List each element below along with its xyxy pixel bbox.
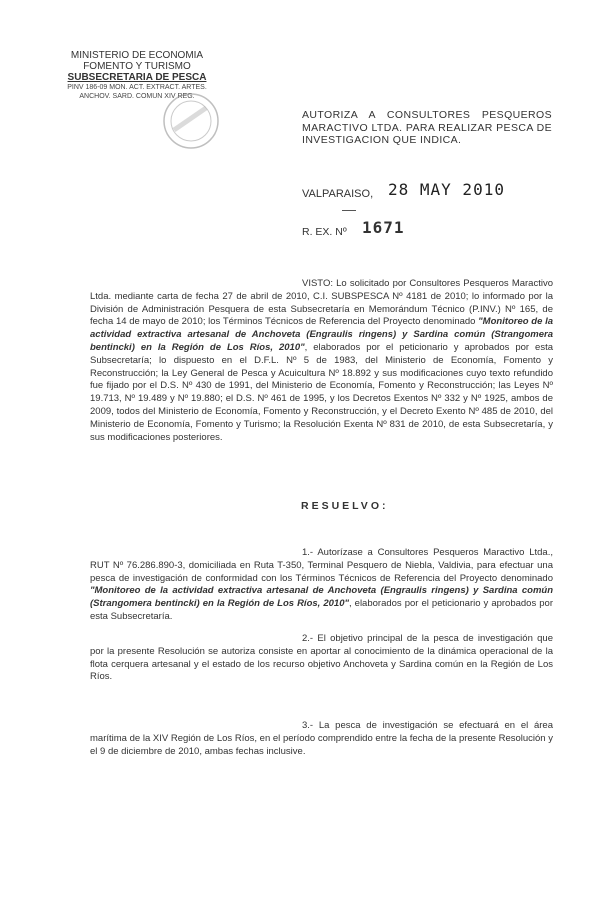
article-1-project-title: "Monitoreo de la actividad extractiva artesanal de Anchoveta (Engraulis ringens) y Sardina común (Strangomera bentincki) en la Región de Los Ríos, 2010" xyxy=(90,585,553,610)
visto-text-b: , elaborados por el peticionario y aprobados por esta Subsecretaría; lo dispuesto en el D.F.L. Nº 5 de 1983, del Ministerio de Economía, Fomento y Reconstrucción; la Ley General de Pesca y Acuicultura Nº 18.892 y sus modificaciones cuyo texto refundido fue fijado por el D.S. Nº 430 de 1991, del Ministerio de Economía, Fomento y Reconstrucción; las Leyes Nº 19.713, Nº 19.489 y Nº 19.880; el D.S. Nº 461 de 1995, y los Decretos Exentos Nº 332 y Nº 1925, ambos de 2009, todos del Ministerio de Economía, Fomento y Reconstrucción, y el Decreto Exento Nº 485 de 2010, del Ministerio de Economía, Fomento y Turismo; la Resolución Exenta Nº 831 de 2010, de esta Subsecretaría, y sus modificaciones posteriores. xyxy=(90,341,553,443)
visto-text-a: VISTO: Lo solicitado por Consultores Pesqueros Maractivo Ltda. mediante carta de fecha 27 de abril de 2010, C.I. SUBSPESCA Nº 4181 de 2010; lo informado por la División de Administración Pesquera de esta Subsecretaría en Memorándum Técnico (P.INV.) Nº 165, de fecha 14 de mayo de 2010; los Términos Técnicos de Referencia del Proyecto denominado xyxy=(90,278,553,328)
place: VALPARAISO, xyxy=(302,188,374,200)
resolution-number xyxy=(302,218,405,238)
resolution-label: R. EX. Nº xyxy=(302,226,347,238)
header-line-4: PINV 186-09 MON. ACT. EXTRACT. ARTES. xyxy=(67,84,207,91)
date-stamp: 28 MAY 2010 xyxy=(388,180,505,199)
article-1-text-b: , elaborados por el peticionario y aprobados por esta Subsecretaría. xyxy=(90,598,553,622)
header-line-5: ANCHOV. SARD. COMUN XIV REG. xyxy=(79,93,195,100)
article-1-text-a: 1.- Autorízase a Consultores Pesqueros Maractivo Ltda., RUT Nº 76.286.890-3, domiciliada en Ruta T-350, Terminal Pesquero de Niebla, Valdivia, para efectuar una pesca de investigación de conformidad con los Términos Técnicos de Referencia del Proyecto denominado xyxy=(90,547,553,584)
header-line-2: FOMENTO Y TURISMO xyxy=(83,61,191,72)
header-line-3: SUBSECRETARIA DE PESCA xyxy=(67,72,207,83)
article-2: 2.- El objetivo principal de la pesca de investigación que por la presente Resolución se autoriza consiste en aportar al conocimiento de la dinámica operacional de la flota cerquera artesanal y el estado de los recurso objetivo Anchoveta y Sardina común en la Región de Los Ríos. xyxy=(90,633,553,683)
visto-project-title: "Monitoreo de la actividad extractiva artesanal de Anchoveta (Engraulis ringens) y Sardina común (Strangomera bentincki) en la Región de Los Ríos, 2010" xyxy=(90,316,553,353)
resolution-subject: AUTORIZA A CONSULTORES PESQUEROS MARACTIVO LTDA. PARA REALIZAR PESCA DE INVESTIGACION QUE INDICA. xyxy=(302,109,552,146)
resuelvo-heading: RESUELVO: xyxy=(301,500,389,512)
header-line-1: MINISTERIO DE ECONOMIA xyxy=(70,50,204,61)
handwritten-dash xyxy=(342,210,356,211)
article-3: 3.- La pesca de investigación se efectuará en el área marítima de la XIV Región de Los Ríos, en el período comprendido entre la fecha de la presente Resolución y el 9 de diciembre de 2010, ambas fechas inclusive. xyxy=(90,720,553,757)
resolution-number-value: 1671 xyxy=(362,218,405,237)
visto-paragraph xyxy=(90,278,553,444)
official-seal-stamp xyxy=(160,90,222,152)
article-1 xyxy=(90,547,553,624)
